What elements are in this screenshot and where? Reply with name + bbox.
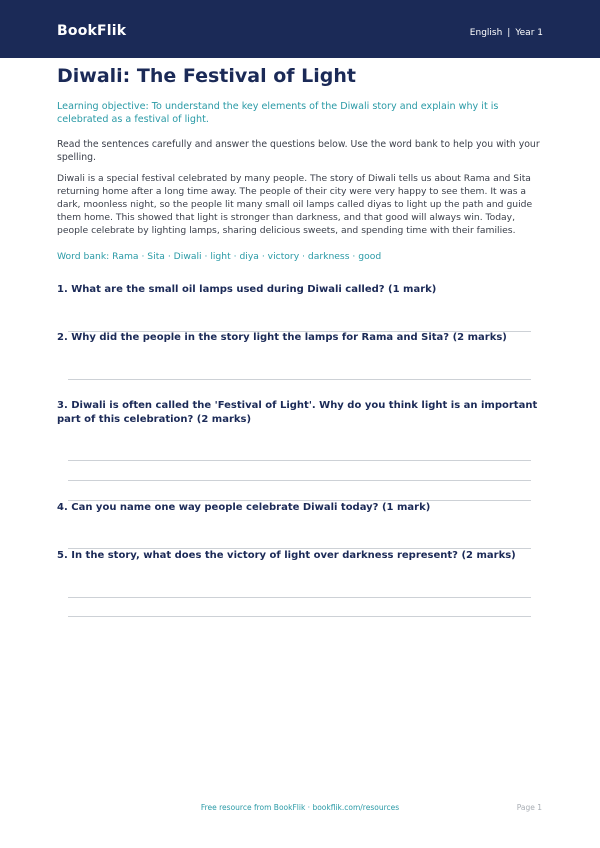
answer-line[interactable]	[68, 379, 531, 380]
footer-resource-link[interactable]: Free resource from BookFlik · bookflik.com/resources	[200, 803, 400, 812]
answer-line[interactable]	[68, 460, 531, 461]
brand-logo: BookFlik	[57, 23, 127, 39]
question-2: 2. Why did the people in the story light the lamps for Rama and Sita? (2 marks)	[57, 332, 507, 343]
subject-year-label	[470, 28, 543, 38]
answer-line[interactable]	[68, 597, 531, 598]
header-bar	[0, 0, 600, 58]
question-1: 1. What are the small oil lamps used during Diwali called? (1 mark)	[57, 284, 437, 295]
word-bank: Word bank: Rama · Sita · Diwali · light · diya · victory · darkness · good	[57, 251, 382, 262]
learning-objective: Learning objective: To understand the key elements of the Diwali story and explain why it is celebrated as a festival of light.	[57, 101, 499, 125]
answer-line[interactable]	[68, 616, 531, 617]
worksheet-title: Diwali: The Festival of Light	[57, 65, 356, 87]
subject-label: English	[469, 28, 503, 38]
question-5: 5. In the story, what does the victory of light over darkness represent? (2 marks)	[57, 550, 516, 561]
question-3: 3. Diwali is often called the 'Festival of Light'. Why do you think light is an important part of this celebration? (2 marks)	[57, 400, 538, 425]
instructions: Read the sentences carefully and answer the questions below. Use the word bank to help you with your spelling.	[57, 139, 540, 163]
separator: |	[507, 28, 511, 38]
year-label: Year 1	[515, 28, 543, 38]
page-number: Page 1	[516, 803, 542, 812]
story-passage: Diwali is a special festival celebrated by many people. The story of Diwali tells us about Rama and Sita returning home after a long time away. The people of their city were very happy to see them. It was a dark, moonless night, so the people lit many small oil lamps called diyas to light up the path and guide them home. This showed that light is stronger than darkness, and that good will always win. Today, people celebrate by lighting lamps, sharing delicious sweets, and spending time with their families.	[57, 173, 533, 236]
question-4: 4. Can you name one way people celebrate Diwali today? (1 mark)	[57, 502, 431, 513]
answer-line[interactable]	[68, 480, 531, 481]
